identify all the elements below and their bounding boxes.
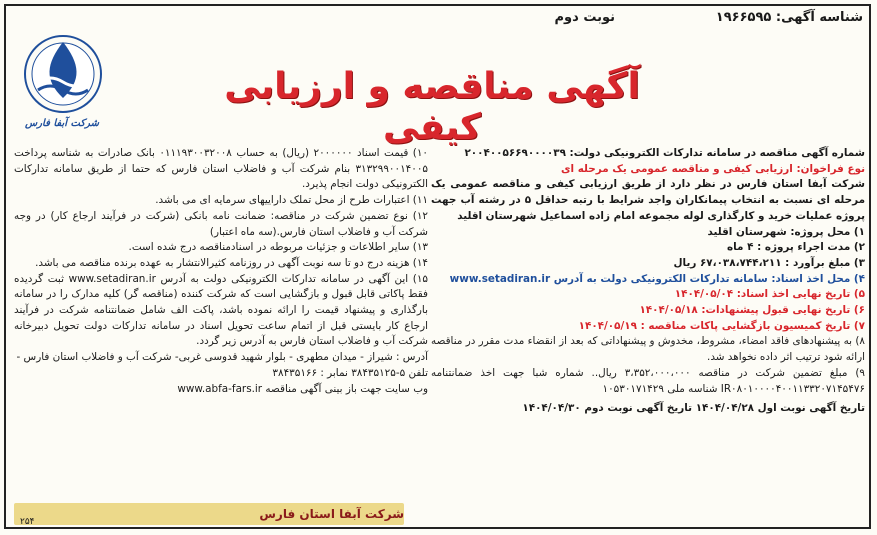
intro-paragraph: شرکت آبفا استان فارس در نظر دارد از طریق ارزیابی کیفی و مناقصه عمومی یک مرحله ای نسبت به انتخاب پیمانکاران واجد شرایط با رتبه حداقل ۵ در رشته آب جهت پروژه عملیات خرید و کارگذاری لوله مجموعه امام زاده اسماعیل شهرستان اقلید	[431, 178, 865, 222]
page-title: آگهی مناقصه و ارزیابی کیفی	[224, 66, 640, 148]
condition-12: ۱۲) نوع تضمین شرکت در مناقصه: ضمانت نامه بانکی (شرکت در فرآیند ارجاع کار) در وجه شرکت آب و فاضلاب استان فارس.(سه ماه اعتبار)	[14, 209, 428, 238]
turn-label: نوبت دوم	[554, 10, 615, 25]
guarantee-info: ۹) مبلغ تضمین شرکت در مناقصه ۳،۳۵۲،۰۰۰،۰۰۰ ریال.. شماره شبا جهت اخذ ضمانتنامه IR۰۸۰۱۰۰۰۰۴۰۰۱۱۳۳۲۰۷۱۴۵۴۷۶ شناسه ملی ۱۰۵۳۰۱۷۱۴۲۹	[431, 366, 865, 395]
condition-11: ۱۱) اعتبارات طرح از محل تملک داراییهای سرمایه ای می باشد.	[155, 194, 428, 207]
page-number: ۲۵۴	[20, 517, 35, 527]
condition-15: ۱۵) این آگهی در سامانه تدارکات الکترونیکی دولت به آدرس www.setadiran.ir ثبت گردیده فقط پاکاتی قابل قبول و بازگشایی است که شرکت کننده (مناقصه گر) کلیه مدارک را در سامانه بارگذاری و پیشنهاد قیمت را ارائه نموده باشد، پاکت الف شامل ضمانتنامه شرکت در فرآیند ارجاع کار بایستی قبل از اتمام ساعت تحویل اسناد در سامانه تدارکات دولت تحویل دبیرخانه شرکت آب و فاضلاب استان فارس به آدرس زیر گردد.	[14, 272, 428, 348]
phone-fax: تلفن ۵-۳۸۴۳۵۱۲۵ نمابر : ۳۸۴۳۵۱۶۶	[272, 366, 428, 379]
condition-8: ۸) به پیشنهادهای فاقد امضاء، مشروط، مخدوش و پیشنهاداتی که بعد از انقضاء مدت مقرر در مناقصه ارائه شود ترتیب اثر داده نخواهد شد.	[431, 335, 865, 364]
left-column	[14, 146, 428, 397]
document-deadline: ۵) تاریخ نهایی اخذ اسناد: ۱۴۰۴/۰۵/۰۴	[674, 288, 865, 301]
offer-deadline: ۶) تاریخ نهایی قبول پیشنهادات: ۱۴۰۴/۰۵/۱۸	[639, 304, 865, 317]
website: وب سایت جهت باز بینی آگهی مناقصه www.abfa-fars.ir	[177, 382, 428, 395]
call-type: نوع فراخوان: ارزیابی کیفی و مناقصه عمومی یک مرحله ای	[561, 162, 865, 175]
opening-date: ۷) تاریخ کمیسیون بازگشایی پاکات مناقصه : ۱۴۰۴/۰۵/۱۹	[578, 319, 865, 332]
ad-id: شناسه آگهی: ۱۹۶۶۵۹۵	[715, 10, 863, 25]
project-duration: ۲) مدت اجراء پروژه : ۴ ماه	[727, 241, 865, 254]
tender-number: شماره آگهی مناقصه در سامانه تدارکات الکترونیکی دولت: ۲۰۰۴۰۰۵۶۶۹۰۰۰۰۳۹	[464, 147, 865, 159]
footer-company-band: شرکت آبفا استان فارس	[14, 503, 404, 525]
document-price: ۱۰) قیمت اسناد ۲۰۰۰۰۰۰ (ریال) به حساب ۰۱۱۱۹۳۰۰۳۲۰۰۸ بانک صادرات به شناسه پرداخت ۳۱۳۲۹۹۰۰۱۴۰۰۵ بنام شرکت آب و فاضلاب استان فارس که حتما از طریق سامانه تدارکات الکترونیکی دولت انجام پذیرد.	[14, 147, 428, 191]
condition-13: ۱۳) سایر اطلاعات و جزئیات مربوطه در اسنادمناقصه درج شده است.	[128, 241, 428, 254]
ad-dates: تاریخ آگهی نوبت اول ۱۴۰۴/۰۴/۲۸ تاریخ آگهی نوبت دوم ۱۴۰۴/۰۴/۳۰	[522, 402, 865, 415]
document-source: ۴) محل اخذ اسناد: سامانه تدارکات الکترونیکی دولت به آدرس www.setadiran.ir	[449, 272, 865, 285]
condition-14: ۱۴) هزینه درج دو تا سه نوبت آگهی در روزنامه کثیرالانتشار به عهده برنده مناقصه می باشد.	[35, 256, 428, 269]
project-location: ۱) محل پروژه: شهرستان اقلید	[707, 225, 865, 238]
estimated-amount: ۳) مبلغ برآورد : ۶۷،۰۳۸،۷۴۴،۲۱۱ ریال	[673, 256, 865, 269]
address: آدرس : شیراز - میدان مطهری - بلوار شهید قدوسی غربی- شرکت آب و فاضلاب استان فارس -	[16, 351, 428, 364]
right-column	[431, 146, 865, 417]
logo-caption: شرکت آبفا فارس	[25, 118, 99, 129]
